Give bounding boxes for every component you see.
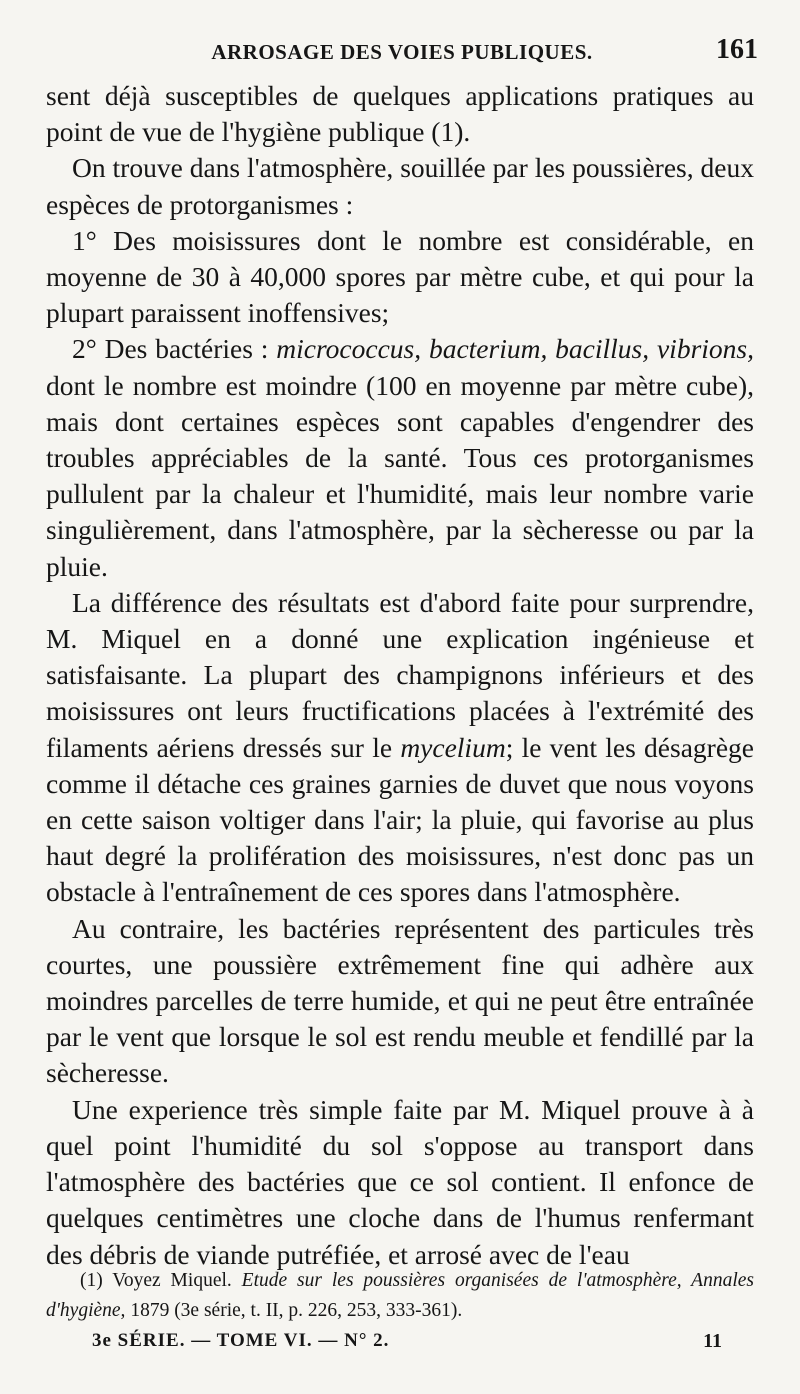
paragraph-1: sent déjà susceptibles de quelques applications pratiques au point de vue de l'hygiène publique (1). xyxy=(46,80,754,148)
footnote xyxy=(46,1266,754,1326)
signature-series: 3e SÉRIE. — TOME VI. — N° 2. xyxy=(92,1330,390,1351)
running-header xyxy=(46,34,758,74)
footnote-rest: 1879 (3e série, t. II, p. 226, 253, 333-361). xyxy=(125,1300,463,1321)
paragraph-3: 1° Des moisissures dont le nombre est considérable, en moyenne de 30 à 40,000 spores par mètre cube, et qui pour la plupart paraissent inoffensives; xyxy=(46,224,754,329)
paragraph-2: On trouve dans l'atmosphère, souillée par les poussières, deux espèces de protorganismes : xyxy=(46,152,754,220)
paragraph-7: Une experience très simple faite par M. Miquel prouve à à quel point l'humidité du sol s'oppose au transport dans l'atmosphère des bactéries que ce sol contient. Il enfonce de quelques centimètres une cloche dans de l'humus renfermant des débris de viande putréfiée, et arrosé avec de l'eau xyxy=(46,1093,754,1270)
paragraph-4 xyxy=(46,331,754,584)
mycelium-italic: mycelium xyxy=(400,731,506,763)
signature-number: 11 xyxy=(703,1330,722,1352)
paragraph-6: Au contraire, les bactéries représentent des particules très courtes, une poussière extrêmement fine qui adhère aux moindres parcelles de terre humide, et qui ne peut être entraînée par le vent que lorsque le sol est rendu meuble et fendillé par la sècheresse. xyxy=(46,912,754,1089)
paragraph-4-start: 2° Des bactéries : xyxy=(72,333,277,365)
paragraph-4-rest: dont le nombre est moindre (100 en moyenne par mètre cube), mais dont certaines espèces sont capables d'engendrer des troubles appréciables de la santé. Tous ces protorganismes pullulent par la chaleur et l'humidité, mais leur nombre varie singulièrement, dans l'atmosphère, par la sècheresse ou par la pluie. xyxy=(46,369,754,582)
bacteria-list-italic: micrococcus, bacterium, bacillus, vibrions, xyxy=(276,333,754,365)
footnote-start: (1) Voyez Miquel. xyxy=(80,1270,242,1291)
paragraph-5 xyxy=(46,585,754,911)
page-number: 161 xyxy=(716,34,758,65)
running-title: ARROSAGE DES VOIES PUBLIQUES. xyxy=(211,40,593,64)
footnote-title-italic: Etude sur les poussières organisées de l'atmosphère, Annales d'hygiène, xyxy=(46,1270,755,1321)
paragraph-5-rest: ; le vent les désagrège comme il détache ces graines garnies de duvet que nous voyons en cette saison voltiger dans l'air; la pluie, qui favorise au plus haut degré la prolifération des moisissures, n'est donc pas un obstacle à l'entraînement de ces spores dans l'atmosphère. xyxy=(46,731,754,908)
paragraph-5-start: La différence des résultats est d'abord faite pour surprendre, M. Miquel en a donné une explication ingénieuse et satisfaisante. La plupart des champignons inférieurs et des moisissures ont leurs fructifications placées à l'extrémité des filaments aériens dressés sur le xyxy=(46,586,754,763)
body-text xyxy=(46,78,754,1273)
